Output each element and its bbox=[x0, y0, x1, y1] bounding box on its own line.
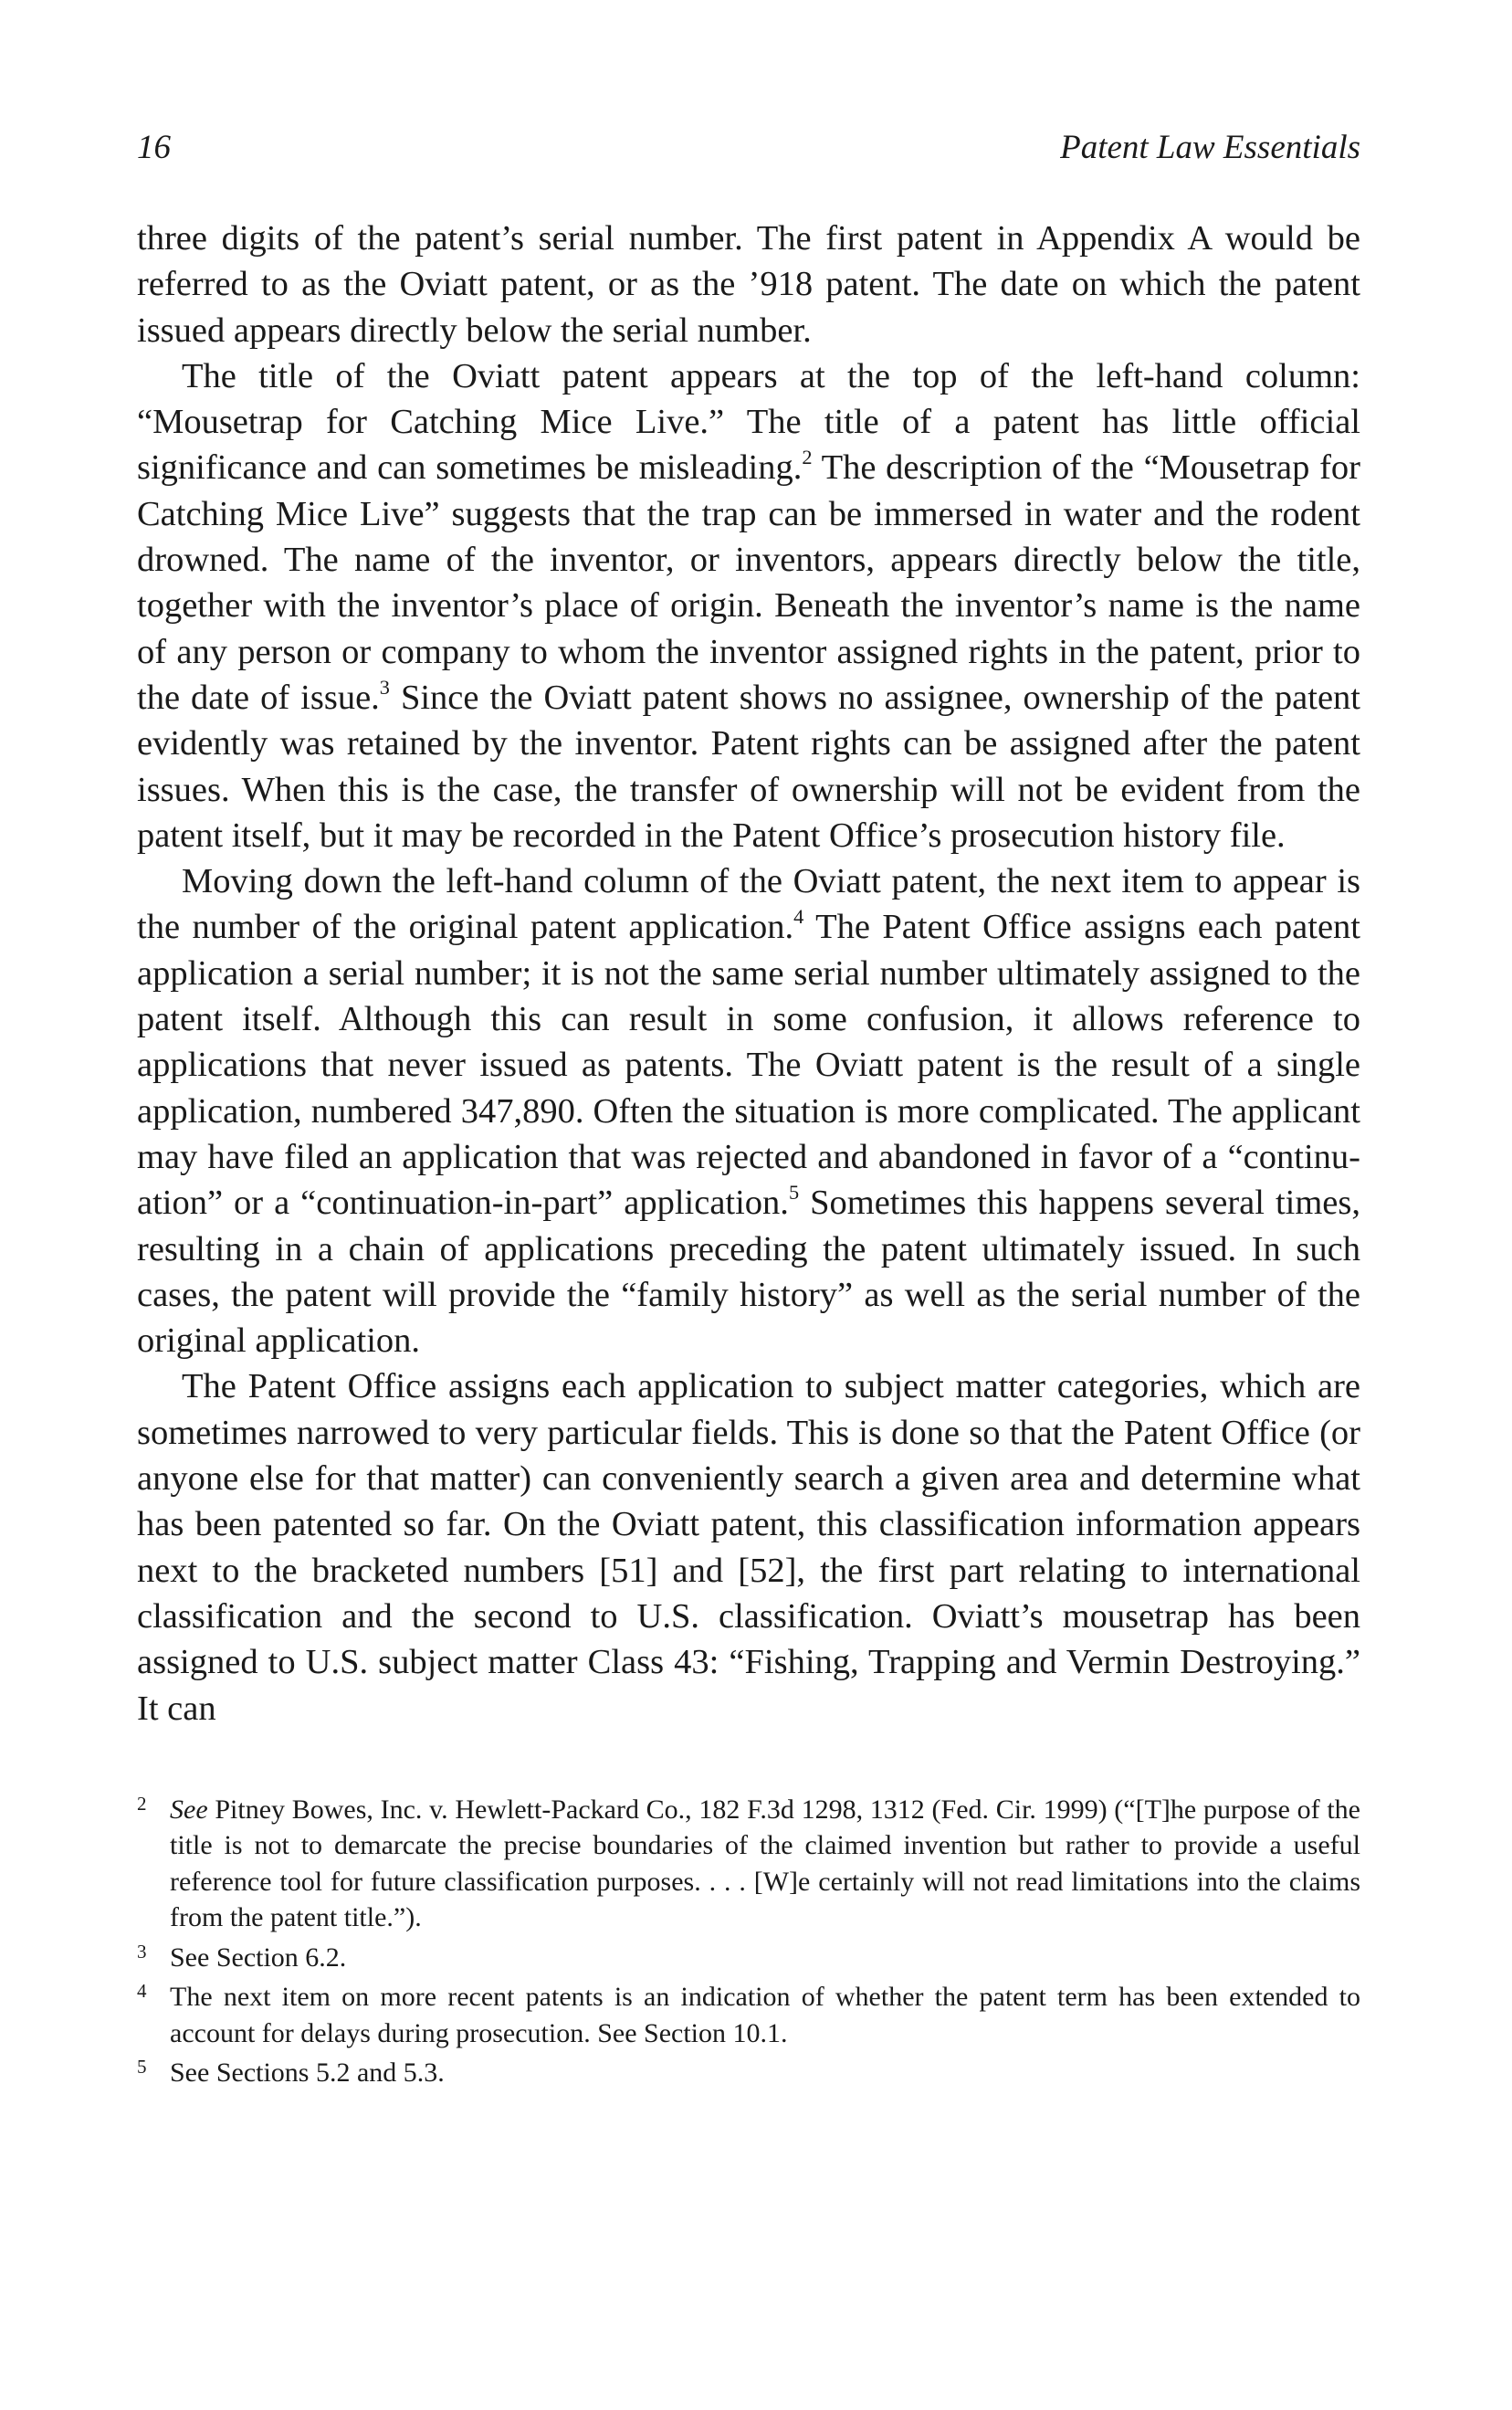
footnote-mark: 5 bbox=[137, 2056, 147, 2078]
paragraph-title-and-inventor: The title of the Oviatt patent appears at the top of the left-hand column: “Mousetrap for Catching Mice Live.” The title of a patent has little official significance and can sometimes be misleading.$^2$ The description of the “Mousetrap for Catching Mice Live” suggests that the trap can be immersed in water and the rodent drowned. The name of the inventor, or inventors, appears directly below the title, together with the inventor’s place of origin. Beneath the inventor’s name is the name of any person or company to whom the inventor assigned rights in the patent, prior to the date of issue.$^3$ Since the Oviatt patent shows no assignee, ownership of the patent evidently was retained by the inventor. Patent rights can be assigned after the patent issues. When this is the case, the transfer of ownership will not be evident from the patent itself, but it may be recorded in the Patent Office’s prosecution history file. bbox=[137, 356, 1360, 855]
footnote-ref-3: 3 bbox=[379, 675, 390, 699]
running-title: Patent Law Essentials bbox=[1060, 129, 1360, 166]
footnotes bbox=[137, 1792, 1360, 2091]
footnote-3: 3 See Section 6.2. bbox=[137, 1940, 1360, 1976]
footnote-ref-4: 4 bbox=[793, 905, 804, 929]
footnote-mark: 2 bbox=[137, 1792, 147, 1815]
footnote-2: 2 See Pitney Bowes, Inc. v. Hewlett-Packard Co., 182 F.3d 1298, 1312 (Fed. Cir. 1999) (“[T]he purpose of the title is not to demarcate the precise boundaries of the claimed invention but rather to provide a useful reference tool for future classification purposes. . . . [W]e certainly will not read limitations into the claims from the patent title.”). bbox=[137, 1792, 1360, 1936]
main-text bbox=[137, 216, 1360, 1731]
page-number: 16 bbox=[137, 129, 171, 166]
book-page bbox=[137, 128, 1360, 2095]
footnote-mark: 4 bbox=[137, 1980, 147, 2003]
running-header bbox=[137, 128, 1360, 183]
footnote-mark: 3 bbox=[137, 1940, 147, 1963]
paragraph-classification: The Patent Office assigns each application to subject matter categories, which are sometimes narrowed to very particular fields. This is done so that the Patent Office (or anyone else for that matter) can conveniently search a given area and determine what has been patented so far. On the Oviatt patent, this classification information appears next to the bracketed numbers [51] and [52], the first part relating to international classification and the second to U.S. classification. Oviatt’s mousetrap has been assigned to U.S. subject matter Class 43: “Fishing, Trapping and Vermin Destroying.” It can bbox=[137, 1367, 1360, 1728]
footnote-4: 4 The next item on more recent patents is an indication of whether the patent term has been extended to account for delays during prosecution. See Section 10.1. bbox=[137, 1979, 1360, 2051]
paragraph-application-number: Moving down the left-hand column of the Oviatt patent, the next item to appear is the number of the original patent application.$^4$ The Patent Office assigns each patent application a serial number; it is not the same serial number ultimately assigned to the patent itself. Although this can result in some confusion, it allows reference to applications that never issued as patents. The Oviatt patent is the result of a single application, numbered 347,890. Often the situation is more complicated. The applicant may have filed an application that was rejected and abandoned in favor of a “continuation” or a “continuation-in-part” application.$^5$ Sometimes this happens several times, resulting in a chain of applications preceding the patent ultimately issued. In such cases, the patent will provide the “family history” as well as the serial number of the original application. bbox=[137, 862, 1360, 1361]
footnote-ref-2: 2 bbox=[802, 446, 813, 469]
footnote-ref-5: 5 bbox=[788, 1181, 800, 1205]
footnote-5: 5 See Sections 5.2 and 5.3. bbox=[137, 2055, 1360, 2091]
paragraph-continued: three digits of the patent’s serial number. The first patent in Appendix A would be referred to as the Oviatt patent, or as the ’918 patent. The date on which the patent issued appears directly below the serial number. bbox=[137, 219, 1360, 350]
